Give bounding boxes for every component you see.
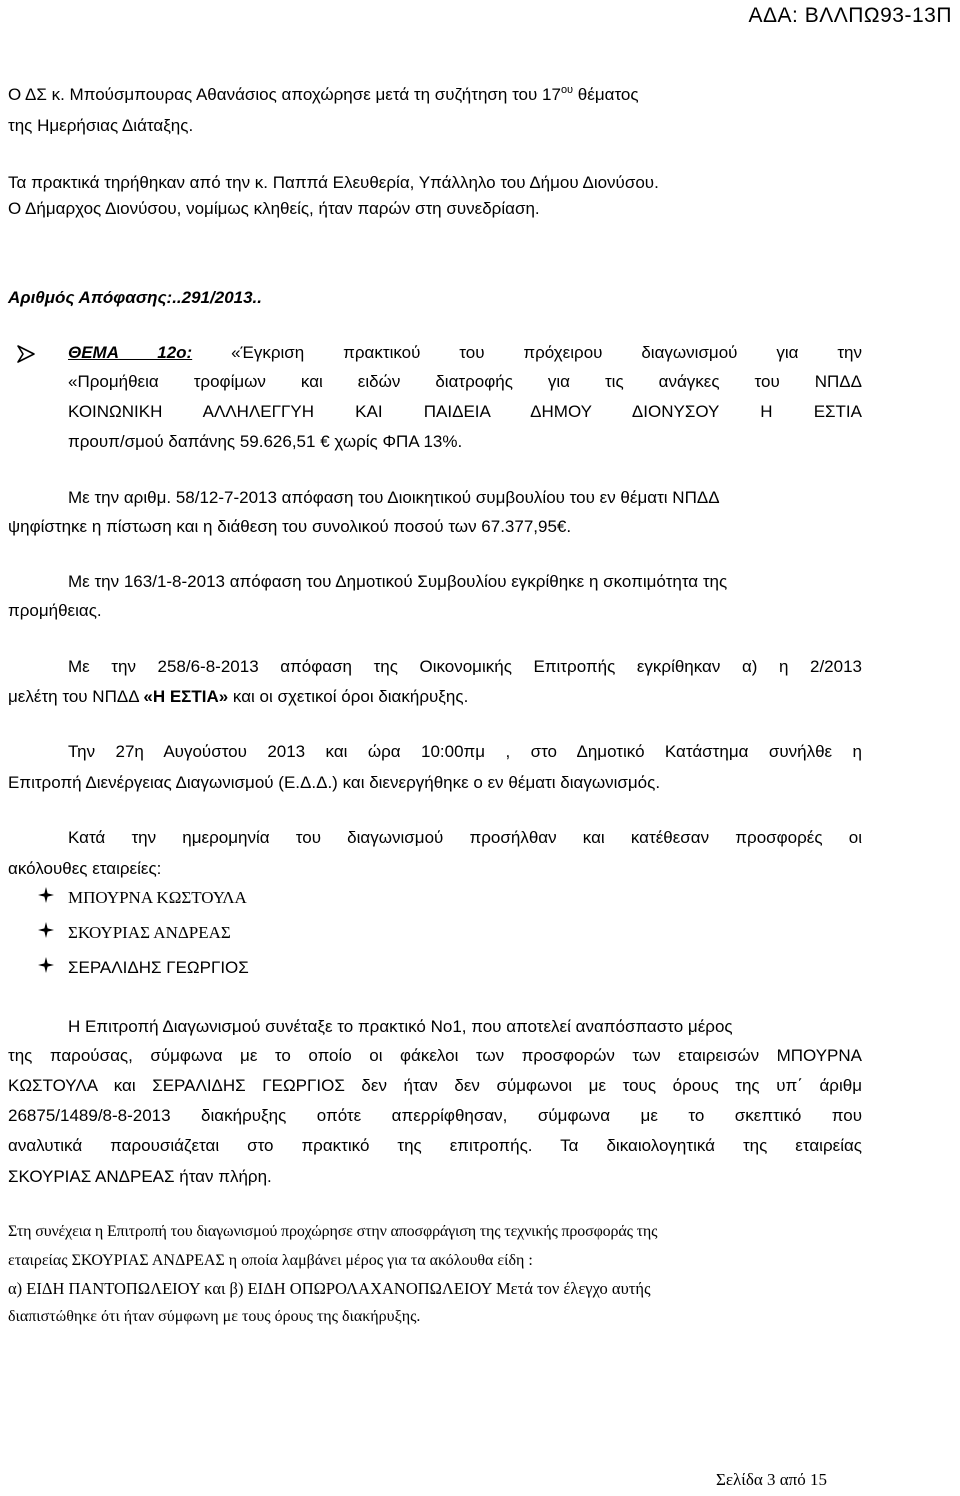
subject-line-4: προυπ/σμού δαπάνης 59.626,51 € χωρίς ΦΠΑ 13%. <box>68 432 463 451</box>
ada-code: ΑΔΑ: ΒΛΛΠΩ93-13Π <box>748 4 952 27</box>
decision-value: ..291/2013.. <box>172 288 263 307</box>
estia-name: «Η ΕΣΤΙΑ» <box>143 687 229 706</box>
diamond-bullet-icon <box>38 887 54 903</box>
finance-decision-text-end: και οι σχετικοί όροι διακήρυξης. <box>228 687 469 706</box>
decision-label: Αριθμός Απόφασης: <box>8 288 173 307</box>
company-item: ΣΚΟΥΡΙΑΣ ΑΝΔΡΕΑΣ <box>68 923 231 942</box>
decision-number <box>8 287 262 309</box>
technical-offer-line-2: εταιρείας ΣΚΟΥΡΙΑΣ ΑΝΔΡΕΑΣ η οποία λαμβάνει μέρος για τα ακόλουθα είδη : <box>8 1252 533 1269</box>
subject-title-start: «Έγκριση πρακτικού του πρόχειρου διαγωνισμού για την <box>231 343 862 362</box>
arrow-bullet-icon <box>16 344 36 364</box>
board-decision-line-1: Με την αριθμ. 58/12-7-2013 απόφαση του Διοικητικού συμβουλίου του εν θέματι ΝΠΔΔ <box>68 488 720 507</box>
bidders-intro-line-1: Κατά την ημερομηνία του διαγωνισμού προσήλθαν και κατέθεσαν προσφορές οι <box>68 828 862 847</box>
absence-note-text: Ο ΔΣ κ. Μπούσμπουρας Αθανάσιος αποχώρησε μετά τη συζήτηση του 17 <box>8 85 561 104</box>
council-decision-line-1: Με την 163/1-8-2013 απόφαση του Δημοτικού Συμβουλίου εγκρίθηκε η σκοπιμότητα της <box>68 572 728 591</box>
absence-note-line-2: της Ημερήσιας Διάταξης. <box>8 116 194 135</box>
finance-decision-line-2 <box>8 686 468 708</box>
company-item: ΣΕΡΑΛΙΔΗΣ ΓΕΩΡΓΙΟΣ <box>68 958 249 977</box>
board-decision-line-2: ψηφίστηκε η πίστωση και η διάθεση του συνολικού ποσού των 67.377,95€. <box>8 517 572 536</box>
committee-report-line-1: Η Επιτροπή Διαγωνισμού συνέταξε το πρακτικό Νο1, που αποτελεί αναπόσπαστο μέρος <box>68 1017 733 1036</box>
subject-line-1 <box>68 343 862 363</box>
finance-decision-text: μελέτη του ΝΠΔΔ <box>8 687 144 706</box>
ordinal-superscript: ου <box>560 84 574 96</box>
technical-offer-line-1: Στη συνέχεια η Επιτροπή του διαγωνισμού προχώρησε στην αποσφράγιση της τεχνικής προσφοράς της <box>8 1223 658 1240</box>
council-decision-line-2: προμήθειας. <box>8 601 102 620</box>
technical-offer-line-4: διαπιστώθηκε ότι ήταν σύμφωνη με τους όρους της διακήρυξης. <box>8 1308 421 1325</box>
absence-note-line-1 <box>8 84 639 106</box>
absence-note-text-end: θέματος <box>573 85 639 104</box>
subject-line-2: «Προμήθεια τροφίμων και ειδών διατροφής για τις ανάγκες του ΝΠΔΔ <box>68 372 862 391</box>
committee-report-line-5: αναλυτικά παρουσιάζεται στο πρακτικό της επιτροπής. Τα δικαιολογητικά της εταιρείας <box>8 1136 862 1155</box>
company-item: ΜΠΟΥΡΝΑ ΚΩΣΤΟΥΛΑ <box>68 888 247 907</box>
finance-decision-line-1: Με την 258/6-8-2013 απόφαση της Οικονομικής Επιτροπής εγκρίθηκαν α) η 2/2013 <box>68 657 862 676</box>
technical-offer-line-3: α) ΕΙΔΗ ΠΑΝΤΟΠΩΛΕΙΟΥ και β) ΕΙΔΗ ΟΠΩΡΟΛΑΧΑΝΟΠΩΛΕΙΟΥ Μετά τον έλεγχο αυτής <box>8 1279 651 1298</box>
mayor-presence-line: Ο Δήμαρχος Διονύσου, νομίμως κληθείς, ήταν παρών στη συνεδρίαση. <box>8 199 540 218</box>
diamond-bullet-icon <box>38 957 54 973</box>
committee-report-line-2: της παρούσας, σύμφωνα με το οποίο οι φάκελοι των προσφορών των εταιρεισών ΜΠΟΥΡΝΑ <box>8 1046 862 1065</box>
subject-line-3: ΚΟΙΝΩΝΙΚΗ ΑΛΛΗΛΕΓΓΥΗ ΚΑΙ ΠΑΙΔΕΙΑ ΔΗΜΟΥ ΔΙΟΝΥΣΟΥ Η ΕΣΤΙΑ <box>68 402 862 421</box>
committee-meeting-line-1: Την 27η Αυγούστου 2013 και ώρα 10:00πμ , στο Δημοτικό Κατάστημα συνήλθε η <box>68 742 862 761</box>
committee-meeting-line-2: Επιτροπή Διενέργειας Διαγωνισμού (Ε.Δ.Δ.) και διενεργήθηκε ο εν θέματι διαγωνισμός. <box>8 773 661 792</box>
committee-report-line-3: ΚΩΣΤΟΥΛΑ και ΣΕΡΑΛΙΔΗΣ ΓΕΩΡΓΙΟΣ δεν ήταν δεν σύμφωνοι με τους όρους της υπ΄ άριθμ <box>8 1076 862 1095</box>
committee-report-line-4: 26875/1489/8-8-2013 διακήρυξης οπότε απερρίφθησαν, σύμφωνα με το σκεπτικό που <box>8 1106 862 1125</box>
minutes-keeper-line: Τα πρακτικά τηρήθηκαν από την κ. Παππά Ελευθερία, Υπάλληλο του Δήμου Διονύσου. <box>8 173 659 192</box>
diamond-bullet-icon <box>38 922 54 938</box>
bidders-intro-line-2: ακόλουθες εταιρείες: <box>8 859 162 878</box>
page-number: Σελίδα 3 από 15 <box>715 1470 827 1489</box>
subject-label: ΘΕΜΑ 12ο: <box>68 343 193 362</box>
committee-report-line-6: ΣΚΟΥΡΙΑΣ ΑΝΔΡΕΑΣ ήταν πλήρη. <box>8 1167 272 1186</box>
